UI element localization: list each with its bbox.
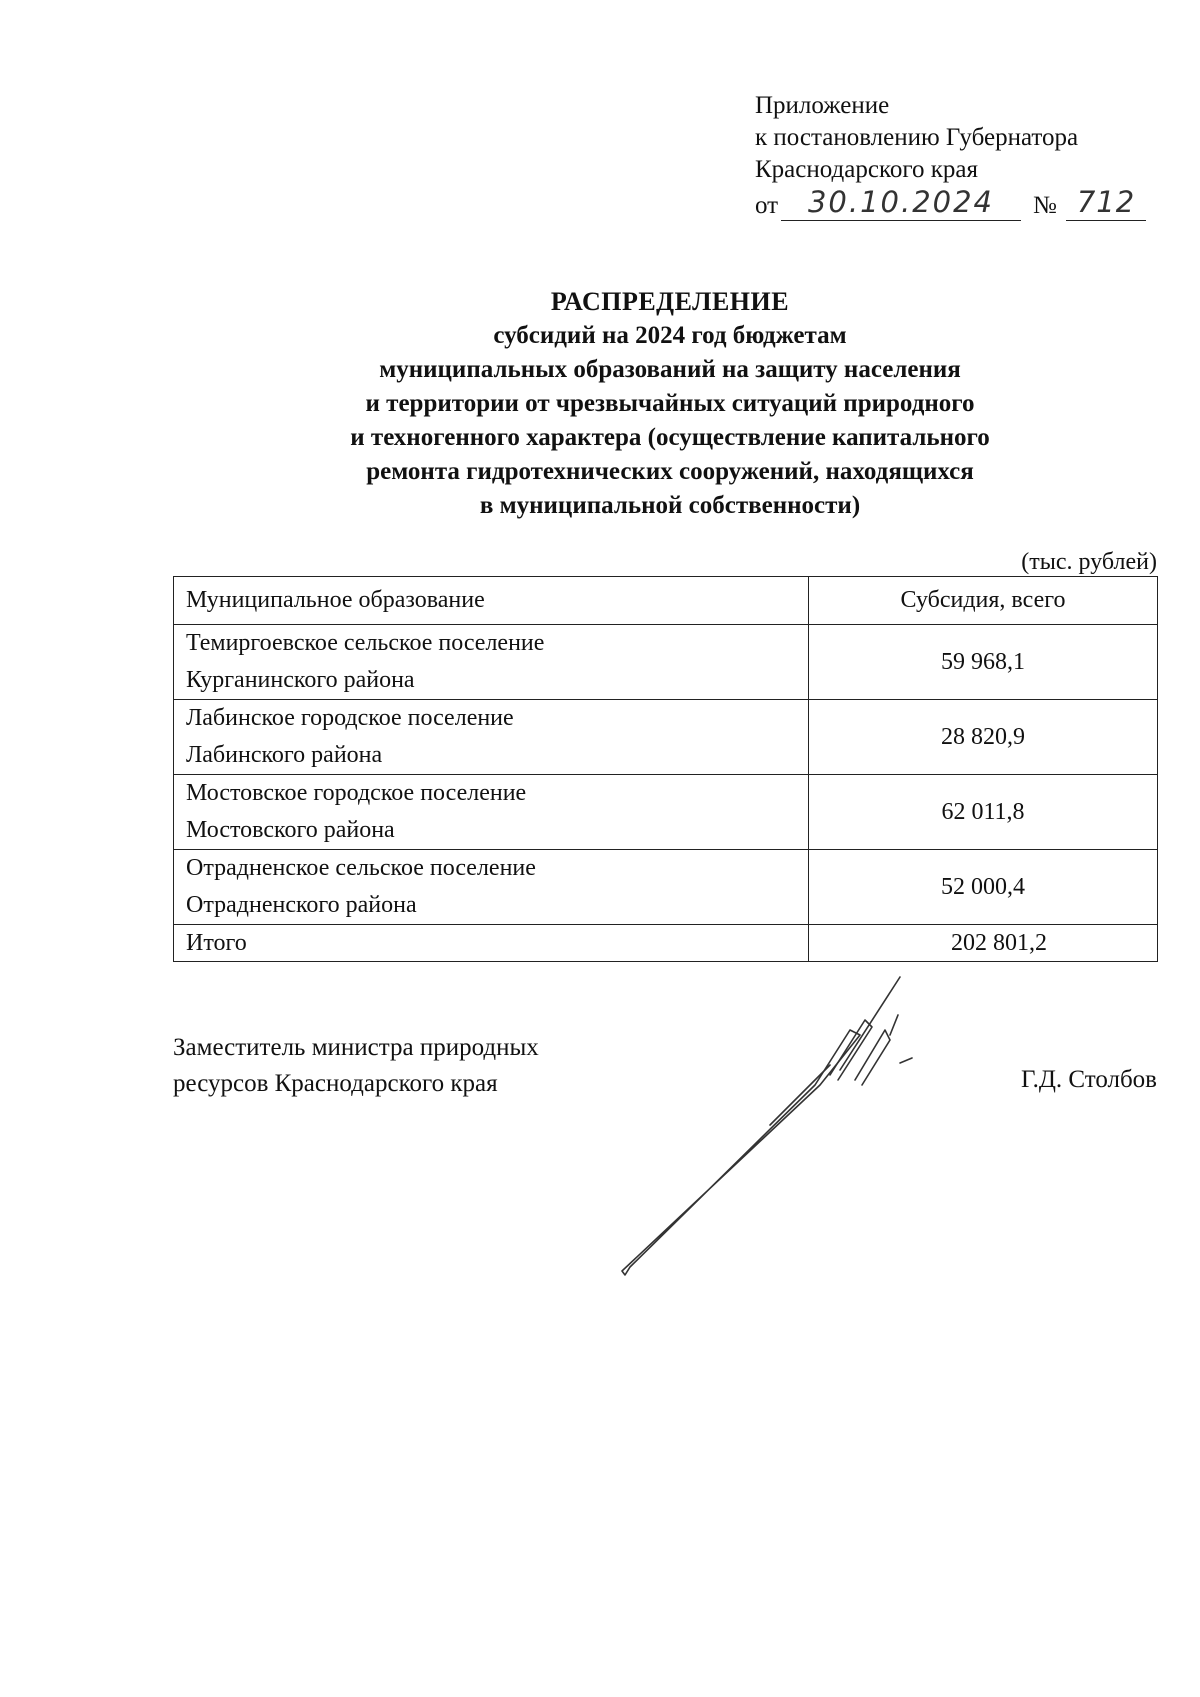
from-label: от (755, 192, 779, 219)
document-title (200, 285, 1140, 523)
number-label: № (1033, 192, 1057, 219)
handwritten-number: 712 (1066, 186, 1146, 221)
table-total-row (174, 925, 1158, 962)
municipality-cell (174, 775, 809, 850)
header-subsidy: Субсидия, всего (809, 577, 1158, 625)
appendix-line-2: к постановлению Губернатора (755, 124, 1079, 151)
table-header-row (174, 577, 1158, 625)
signer-name: Г.Д. Столбов (1020, 1066, 1157, 1093)
title-line-4: и техногенного характера (осуществление капитального (350, 424, 990, 451)
signer-position (173, 1030, 539, 1102)
title-line-6: в муниципальной собственности) (479, 492, 861, 519)
municipality-district: Курганинского района (186, 667, 415, 693)
title-line-2: муниципальных образований на защиту населения (379, 356, 961, 383)
subsidy-amount: 28 820,9 (809, 700, 1158, 775)
subsidy-amount: 62 011,8 (809, 775, 1158, 850)
total-amount: 202 801,2 (809, 925, 1158, 962)
table-row (174, 700, 1158, 775)
header-municipality: Муниципальное образование (174, 577, 809, 625)
title-line-3: и территории от чрезвычайных ситуаций природного (365, 390, 975, 417)
appendix-block (755, 90, 1155, 224)
table-row (174, 775, 1158, 850)
table-row (174, 625, 1158, 700)
municipality-district: Мостовского района (186, 817, 395, 843)
municipality-name: Лабинское городское поселение (186, 705, 514, 731)
total-label: Итого (174, 925, 809, 962)
appendix-line-1: Приложение (755, 92, 890, 119)
municipality-cell (174, 625, 809, 700)
municipality-district: Отрадненского района (186, 892, 417, 918)
subsidy-amount: 59 968,1 (809, 625, 1158, 700)
title-line-1: субсидий на 2024 год бюджетам (493, 322, 847, 349)
municipality-name: Мостовское городское поселение (186, 780, 527, 806)
appendix-date-line (755, 186, 1155, 224)
municipality-cell (174, 850, 809, 925)
title-main: РАСПРЕДЕЛЕНИЕ (550, 287, 790, 316)
municipality-cell (174, 700, 809, 775)
municipality-name: Темиргоевское сельское поселение (186, 630, 545, 656)
signer-position-line-1: Заместитель министра природных (173, 1034, 539, 1061)
appendix-line-3: Краснодарского края (755, 156, 978, 183)
handwritten-signature (600, 975, 960, 1285)
municipality-district: Лабинского района (186, 742, 383, 768)
signer-position-line-2: ресурсов Краснодарского края (173, 1070, 498, 1097)
municipality-name: Отрадненское сельское поселение (186, 855, 536, 881)
title-line-5: ремонта гидротехнических сооружений, находящихся (366, 458, 974, 485)
units-label: (тыс. рублей) (1021, 549, 1157, 575)
subsidy-amount: 52 000,4 (809, 850, 1158, 925)
table-row (174, 850, 1158, 925)
distribution-table (173, 576, 1158, 962)
handwritten-date: 30.10.2024 (781, 186, 1021, 221)
